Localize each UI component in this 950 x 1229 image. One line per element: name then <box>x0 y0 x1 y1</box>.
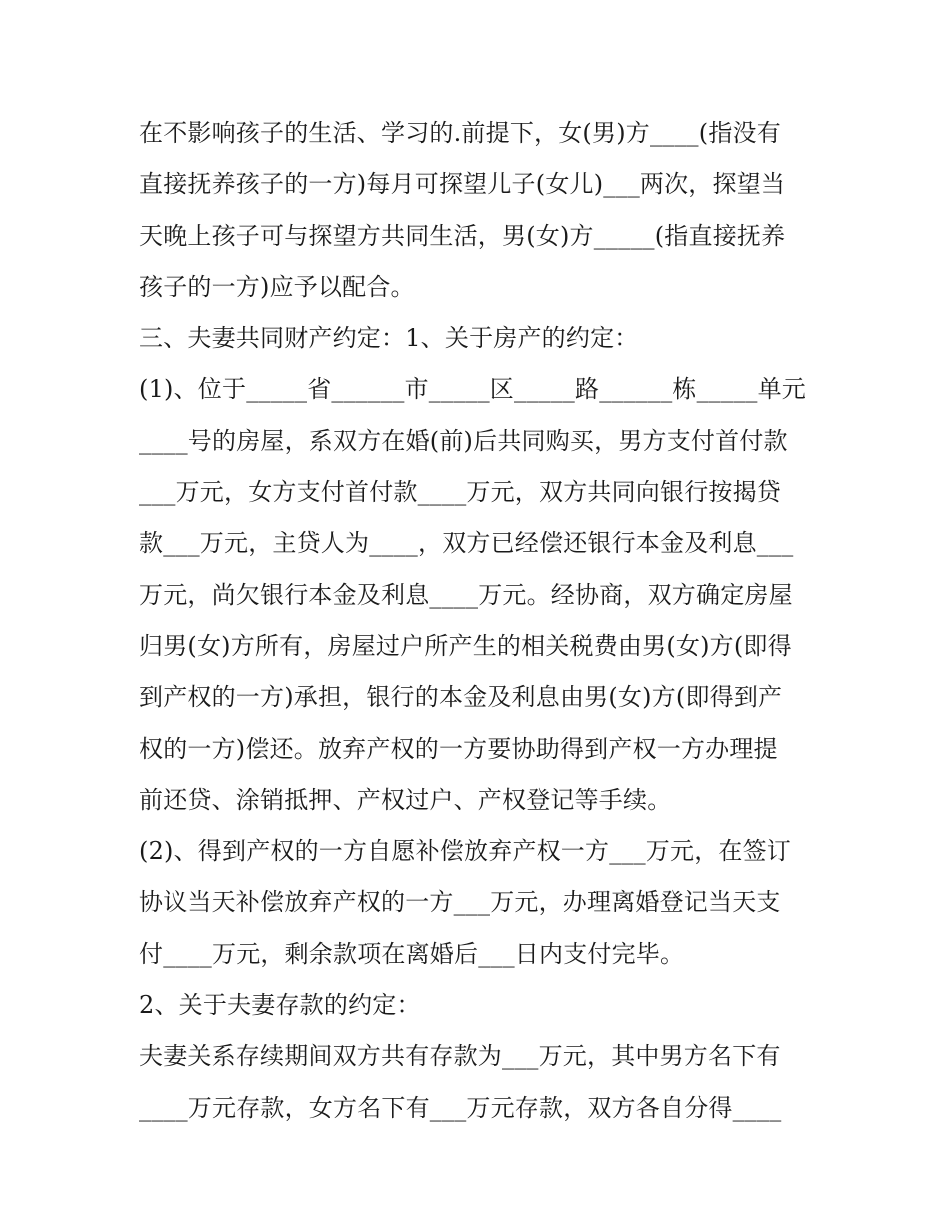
text-line: 到产权的一方)承担，银行的本金及利息由男(女)方(即得到产 <box>139 683 783 712</box>
document-body <box>139 108 819 1134</box>
text-line: (1)、位于_____省______市_____区_____路______栋_____单元 <box>139 375 806 404</box>
text-line: 天晚上孩子可与探望方共同生活，男(女)方_____(指直接抚养 <box>139 221 786 250</box>
section-heading: 三、夫妻共同财产约定：1、关于房产的约定： <box>139 324 639 353</box>
text-line: 在不影响孩子的生活、学习的.前提下，女(男)方____(指没有 <box>139 119 781 147</box>
text-line: 孩子的一方)应予以配合。 <box>139 272 415 301</box>
text-line: 款___万元，主贷人为____，双方已经偿还银行本金及利息___ <box>139 529 794 558</box>
text-line: ___万元，女方支付首付款____万元，双方共同向银行按揭贷 <box>139 478 781 507</box>
text-line: (2)、得到产权的一方自愿补偿放弃产权一方___万元，在签订 <box>139 837 791 866</box>
text-line: 协议当天补偿放弃产权的一方___万元，办理离婚登记当天支 <box>139 888 781 917</box>
text-line: 万元，尚欠银行本金及利息____万元。经协商，双方确定房屋 <box>139 580 793 609</box>
text-line: 付____万元，剩余款项在离婚后___日内支付完毕。 <box>139 939 685 968</box>
text-line: 归男(女)方所有，房屋过户所产生的相关税费由男(女)方(即得 <box>139 631 792 660</box>
text-line: ____号的房屋，系双方在婚(前)后共同购买，男方支付首付款 <box>139 426 788 455</box>
text-line: ____万元存款，女方名下有___万元存款，双方各自分得____ <box>139 1093 782 1122</box>
text-line: 权的一方)偿还。放弃产权的一方要协助得到产权一方办理提 <box>139 734 778 763</box>
section-heading: 2、关于夫妻存款的约定： <box>139 991 421 1020</box>
text-line: 前还贷、涂销抵押、产权过户、产权登记等手续。 <box>139 785 672 814</box>
text-line: 夫妻关系存续期间双方共有存款为___万元，其中男方名下有 <box>139 1042 781 1071</box>
text-line: 直接抚养孩子的一方)每月可探望儿子(女儿)___两次，探望当 <box>139 170 786 199</box>
